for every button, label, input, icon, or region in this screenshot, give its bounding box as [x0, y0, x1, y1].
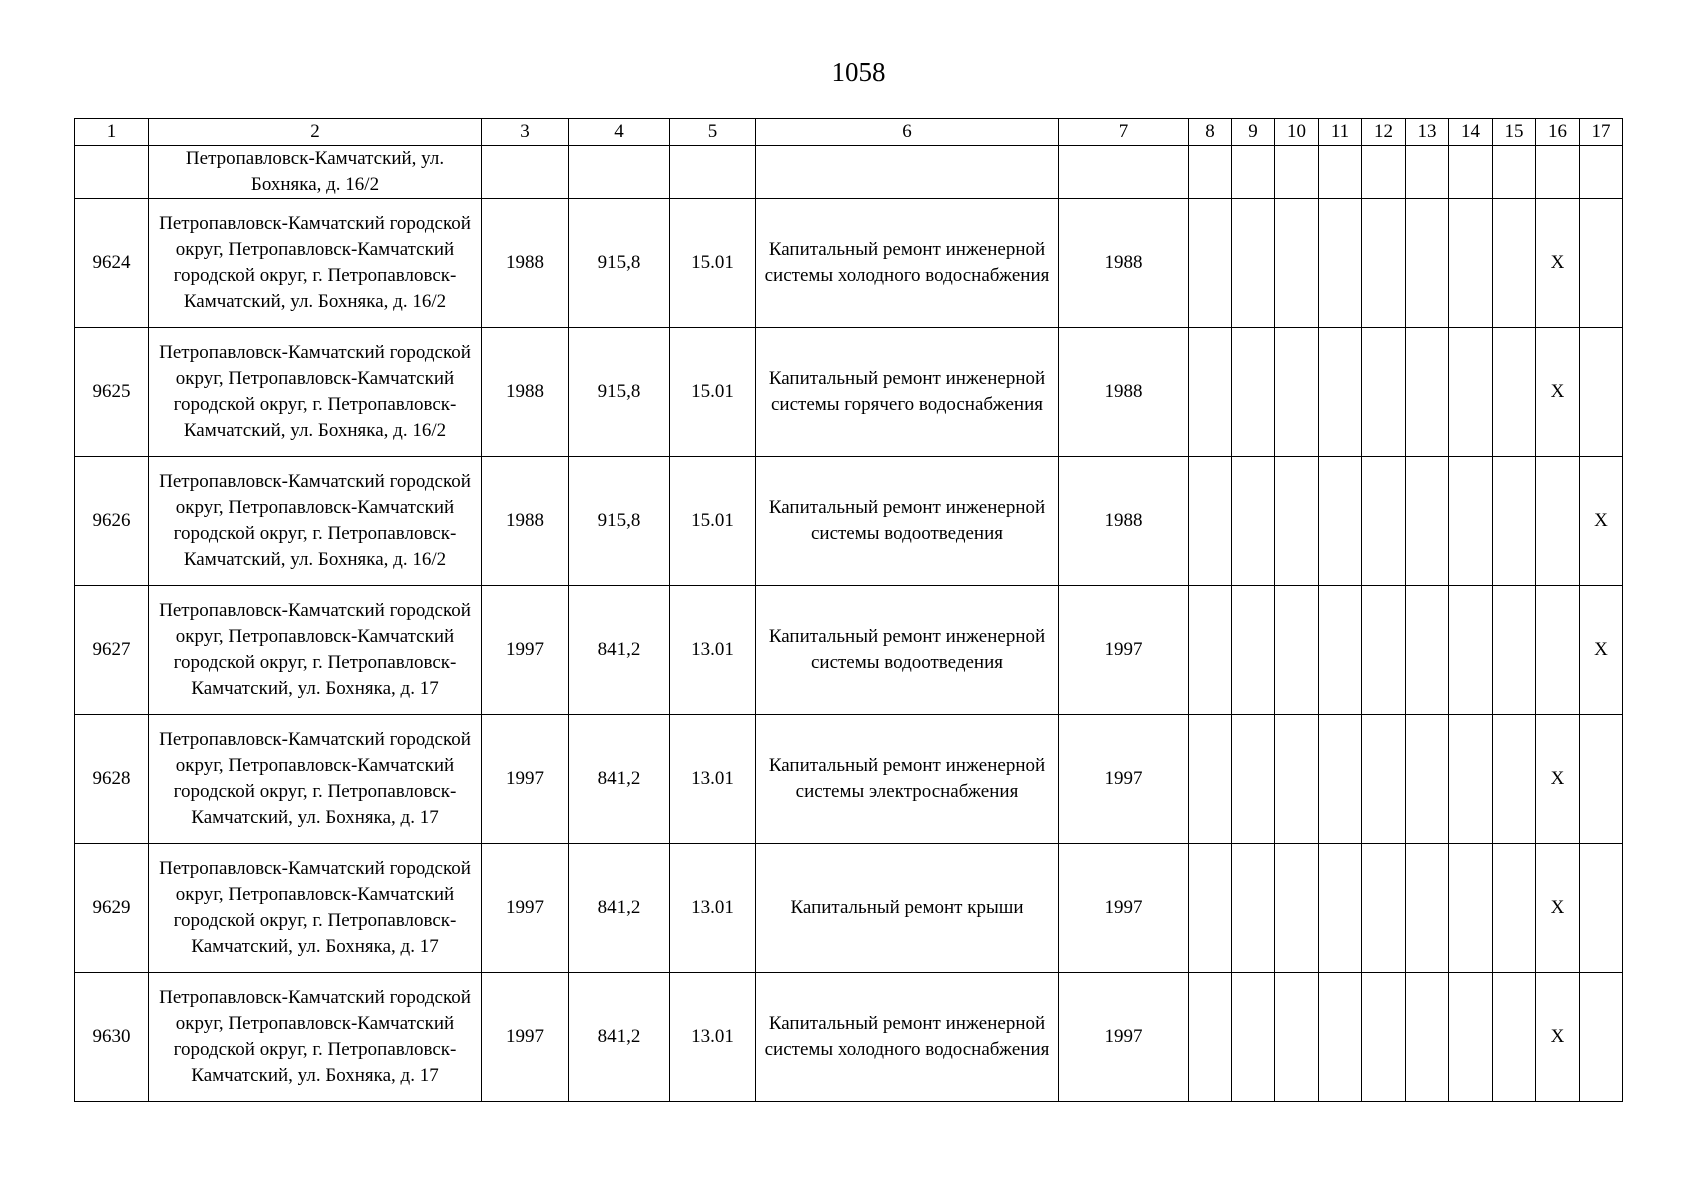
column-header: 7	[1059, 119, 1189, 146]
column-header: 11	[1319, 119, 1362, 146]
cell-empty	[1232, 199, 1275, 328]
cell-empty	[1189, 328, 1232, 457]
cell-empty	[1362, 844, 1406, 973]
cell-address: Петропавловск-Камчатский, ул. Бохняка, д. 16/2	[149, 146, 482, 199]
cell-empty	[1406, 457, 1449, 586]
cell-col16: X	[1536, 715, 1580, 844]
cell-col17	[1580, 844, 1623, 973]
column-header: 13	[1406, 119, 1449, 146]
column-header: 5	[670, 119, 756, 146]
cell-empty	[1406, 328, 1449, 457]
cell-col17: X	[1580, 586, 1623, 715]
cell-empty	[1275, 457, 1319, 586]
cell-empty	[1319, 328, 1362, 457]
column-header: 4	[569, 119, 670, 146]
cell-code: 13.01	[670, 844, 756, 973]
cell-empty	[1449, 715, 1493, 844]
cell-address: Петропавловск-Камчатский городской округ, Петропавловск-Камчатский городской округ, г. Петропавловск-Камчатский, ул. Бохняка, д. 16/2	[149, 328, 482, 457]
cell-work: Капитальный ремонт инженерной системы холодного водоснабжения	[756, 199, 1059, 328]
cell-empty	[1189, 973, 1232, 1102]
cell-empty	[1059, 146, 1189, 199]
continued-row	[75, 146, 1623, 199]
cell-col17	[1580, 715, 1623, 844]
cell-empty	[1493, 457, 1536, 586]
cell-code: 15.01	[670, 328, 756, 457]
cell-col16	[1536, 457, 1580, 586]
cell-empty	[1232, 715, 1275, 844]
cell-empty	[1319, 973, 1362, 1102]
cell-address: Петропавловск-Камчатский городской округ, Петропавловск-Камчатский городской округ, г. Петропавловск-Камчатский, ул. Бохняка, д. 16/2	[149, 199, 482, 328]
cell-empty	[1406, 973, 1449, 1102]
cell-code: 15.01	[670, 457, 756, 586]
cell-area: 841,2	[569, 715, 670, 844]
cell-year: 1997	[482, 715, 569, 844]
table-row	[75, 973, 1623, 1102]
cell-empty	[1189, 457, 1232, 586]
column-header: 2	[149, 119, 482, 146]
cell-address: Петропавловск-Камчатский городской округ, Петропавловск-Камчатский городской округ, г. Петропавловск-Камчатский, ул. Бохняка, д. 17	[149, 715, 482, 844]
cell-col16: X	[1536, 973, 1580, 1102]
cell-year: 1997	[482, 844, 569, 973]
cell-empty	[1189, 844, 1232, 973]
cell-empty	[1362, 328, 1406, 457]
cell-empty	[1189, 586, 1232, 715]
cell-area: 915,8	[569, 328, 670, 457]
cell-col7: 1988	[1059, 199, 1189, 328]
cell-area: 841,2	[569, 844, 670, 973]
cell-col7: 1997	[1059, 844, 1189, 973]
cell-empty	[1275, 586, 1319, 715]
cell-empty	[1362, 715, 1406, 844]
column-header: 9	[1232, 119, 1275, 146]
cell-num: 9629	[75, 844, 149, 973]
cell-year: 1988	[482, 328, 569, 457]
cell-col17	[1580, 328, 1623, 457]
cell-empty	[1362, 457, 1406, 586]
cell-year: 1997	[482, 973, 569, 1102]
cell-empty	[1232, 973, 1275, 1102]
cell-empty	[1275, 146, 1319, 199]
table-row	[75, 715, 1623, 844]
cell-empty	[1319, 844, 1362, 973]
cell-code: 13.01	[670, 586, 756, 715]
cell-empty	[1189, 199, 1232, 328]
cell-empty	[1493, 844, 1536, 973]
cell-address: Петропавловск-Камчатский городской округ, Петропавловск-Камчатский городской округ, г. Петропавловск-Камчатский, ул. Бохняка, д. 17	[149, 973, 482, 1102]
cell-col7: 1997	[1059, 715, 1189, 844]
cell-empty	[1362, 199, 1406, 328]
cell-empty	[1275, 328, 1319, 457]
cell-empty	[482, 146, 569, 199]
cell-work: Капитальный ремонт инженерной системы водоотведения	[756, 586, 1059, 715]
cell-col17	[1580, 199, 1623, 328]
cell-code: 13.01	[670, 973, 756, 1102]
column-header: 6	[756, 119, 1059, 146]
cell-area: 841,2	[569, 973, 670, 1102]
table-row	[75, 586, 1623, 715]
column-header: 16	[1536, 119, 1580, 146]
cell-empty	[1406, 146, 1449, 199]
header-row	[75, 119, 1623, 146]
column-header: 12	[1362, 119, 1406, 146]
cell-empty	[1232, 586, 1275, 715]
cell-address: Петропавловск-Камчатский городской округ, Петропавловск-Камчатский городской округ, г. Петропавловск-Камчатский, ул. Бохняка, д. 16/2	[149, 457, 482, 586]
cell-empty	[1189, 146, 1232, 199]
cell-num: 9624	[75, 199, 149, 328]
column-header: 17	[1580, 119, 1623, 146]
cell-year: 1988	[482, 457, 569, 586]
cell-empty	[1362, 146, 1406, 199]
cell-col7: 1997	[1059, 973, 1189, 1102]
cell-empty	[1493, 199, 1536, 328]
cell-col17: X	[1580, 457, 1623, 586]
cell-empty	[756, 146, 1059, 199]
cell-num: 9625	[75, 328, 149, 457]
cell-area: 915,8	[569, 199, 670, 328]
cell-empty	[1232, 146, 1275, 199]
table-row	[75, 844, 1623, 973]
cell-work: Капитальный ремонт инженерной системы электроснабжения	[756, 715, 1059, 844]
cell-empty	[1449, 199, 1493, 328]
column-header: 10	[1275, 119, 1319, 146]
cell-empty	[1493, 715, 1536, 844]
cell-empty	[1362, 973, 1406, 1102]
cell-empty	[1319, 457, 1362, 586]
cell-empty	[1449, 146, 1493, 199]
cell-empty	[1362, 586, 1406, 715]
cell-empty	[1493, 146, 1536, 199]
cell-col7: 1988	[1059, 328, 1189, 457]
cell-empty	[1449, 586, 1493, 715]
capital-repair-table	[74, 118, 1623, 1102]
cell-col7: 1988	[1059, 457, 1189, 586]
table-row	[75, 457, 1623, 586]
cell-empty	[1232, 457, 1275, 586]
column-header: 1	[75, 119, 149, 146]
cell-col7: 1997	[1059, 586, 1189, 715]
cell-empty	[1406, 586, 1449, 715]
cell-num: 9626	[75, 457, 149, 586]
page-number: 1058	[831, 57, 886, 87]
cell-work: Капитальный ремонт инженерной системы холодного водоснабжения	[756, 973, 1059, 1102]
cell-work: Капитальный ремонт инженерной системы водоотведения	[756, 457, 1059, 586]
cell-num: 9630	[75, 973, 149, 1102]
cell-col16: X	[1536, 844, 1580, 973]
cell-empty	[1493, 973, 1536, 1102]
cell-empty	[1275, 973, 1319, 1102]
cell-empty	[1449, 328, 1493, 457]
cell-empty	[1580, 146, 1623, 199]
cell-empty	[1449, 457, 1493, 586]
cell-empty	[1232, 328, 1275, 457]
cell-empty	[1189, 715, 1232, 844]
column-header: 15	[1493, 119, 1536, 146]
column-header: 8	[1189, 119, 1232, 146]
cell-address: Петропавловск-Камчатский городской округ, Петропавловск-Камчатский городской округ, г. Петропавловск-Камчатский, ул. Бохняка, д. 17	[149, 586, 482, 715]
cell-num	[75, 146, 149, 199]
cell-empty	[1493, 328, 1536, 457]
cell-empty	[1449, 844, 1493, 973]
cell-code: 15.01	[670, 199, 756, 328]
cell-empty	[1319, 715, 1362, 844]
cell-empty	[1275, 715, 1319, 844]
cell-col16: X	[1536, 328, 1580, 457]
cell-year: 1988	[482, 199, 569, 328]
cell-empty	[1449, 973, 1493, 1102]
table-row	[75, 199, 1623, 328]
table-row	[75, 328, 1623, 457]
column-header: 14	[1449, 119, 1493, 146]
cell-empty	[1536, 146, 1580, 199]
cell-empty	[1493, 586, 1536, 715]
cell-empty	[1275, 844, 1319, 973]
cell-area: 841,2	[569, 586, 670, 715]
cell-empty	[569, 146, 670, 199]
cell-area: 915,8	[569, 457, 670, 586]
cell-empty	[1275, 199, 1319, 328]
cell-empty	[1319, 199, 1362, 328]
column-header: 3	[482, 119, 569, 146]
cell-col16	[1536, 586, 1580, 715]
cell-empty	[1406, 199, 1449, 328]
cell-col17	[1580, 973, 1623, 1102]
cell-empty	[1232, 844, 1275, 973]
cell-address: Петропавловск-Камчатский городской округ, Петропавловск-Камчатский городской округ, г. Петропавловск-Камчатский, ул. Бохняка, д. 17	[149, 844, 482, 973]
cell-empty	[670, 146, 756, 199]
cell-empty	[1406, 844, 1449, 973]
cell-work: Капитальный ремонт инженерной системы горячего водоснабжения	[756, 328, 1059, 457]
cell-year: 1997	[482, 586, 569, 715]
cell-col16: X	[1536, 199, 1580, 328]
cell-empty	[1406, 715, 1449, 844]
cell-code: 13.01	[670, 715, 756, 844]
cell-num: 9628	[75, 715, 149, 844]
cell-work: Капитальный ремонт крыши	[756, 844, 1059, 973]
cell-empty	[1319, 586, 1362, 715]
cell-empty	[1319, 146, 1362, 199]
cell-num: 9627	[75, 586, 149, 715]
